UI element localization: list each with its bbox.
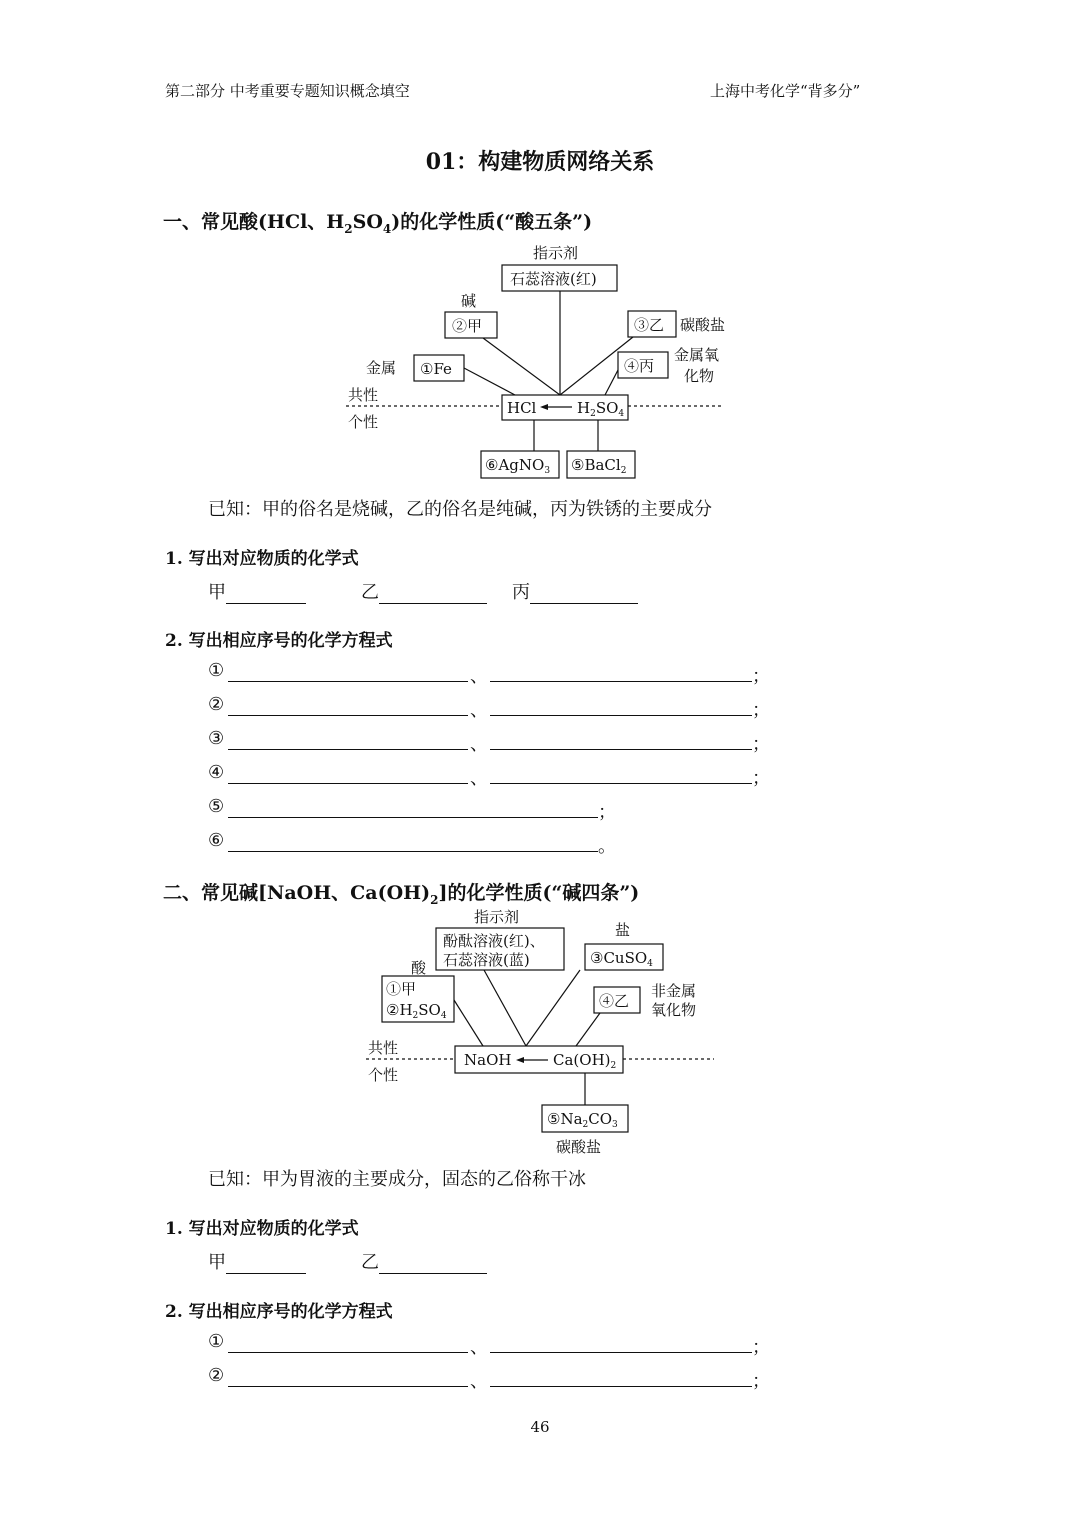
s2-eq-num-2: ②	[208, 1365, 225, 1386]
s2-eq1-blank-b[interactable]	[490, 1351, 752, 1353]
page-number: 46	[530, 1418, 550, 1436]
s2-eq1-semi: ；	[752, 1337, 770, 1358]
d2-carbonate: 碳酸盐	[556, 1138, 602, 1156]
metal-oxide-label1: 金属氧	[674, 346, 720, 364]
s1-fill-bing[interactable]: 丙	[512, 578, 638, 604]
box4-text: ④丙	[624, 357, 655, 375]
eq5-semi: ；	[598, 802, 616, 823]
individual-label: 个性	[348, 413, 379, 431]
d2-acid-label: 酸	[411, 959, 427, 977]
eq-num-3: ③	[208, 728, 225, 749]
d2-box3: ③CuSO$_4$	[590, 949, 653, 969]
d2-nonmetal1: 非金属	[651, 982, 697, 1000]
s1-fill-yi[interactable]: 乙	[361, 578, 487, 604]
h2so4-text: $H_2SO_4$	[577, 399, 625, 419]
box3-text: ③乙	[634, 316, 665, 334]
eq1-semi: ；	[752, 666, 770, 687]
section1-known: 已知：甲的俗名是烧碱，乙的俗名是纯碱，丙为铁锈的主要成分	[208, 499, 712, 520]
d2-indicator-label: 指示剂	[474, 908, 520, 926]
eq3-semi: ；	[752, 734, 770, 755]
section1-q2: 2. 写出相应序号的化学方程式	[165, 631, 393, 651]
eq-num-2: ②	[208, 694, 225, 715]
base-label: 碱	[461, 292, 477, 310]
d2-box1a: ①甲	[386, 980, 417, 998]
d2-caoh: $Ca(OH)_2$	[553, 1051, 617, 1071]
s2-fill-jia[interactable]: 甲	[208, 1248, 306, 1274]
eq-num-6: ⑥	[208, 830, 225, 851]
eq1-blank-b[interactable]	[490, 680, 752, 682]
section2-heading: 二、常见碱[NaOH、$Ca(OH)_2$]的化学性质(“碱四条”)	[163, 882, 640, 907]
box6-text: ⑥AgNO$_3$	[485, 456, 551, 476]
d2-naoh: NaOH	[464, 1051, 512, 1069]
eq2-sep: 、	[470, 700, 488, 721]
indicator-box-text: 石蕊溶液(红)	[510, 270, 597, 288]
eq4-semi: ；	[752, 768, 770, 789]
eq-num-5: ⑤	[208, 796, 225, 817]
s1-fill-jia[interactable]: 甲	[208, 578, 306, 604]
s2-fill-yi[interactable]: 乙	[361, 1248, 487, 1274]
eq4-blank-a[interactable]	[228, 782, 468, 784]
hcl-text: HCl	[507, 399, 537, 417]
metal-label: 金属	[366, 359, 397, 377]
eq-num-4: ④	[208, 762, 225, 783]
d2-box5: $⑤Na_2CO_3$	[547, 1110, 618, 1130]
common-label: 共性	[348, 386, 379, 404]
s2-eq1-sep: 、	[470, 1337, 488, 1358]
box1-text: ①Fe	[420, 360, 452, 378]
carbonate-label: 碳酸盐	[680, 316, 726, 334]
d2-indicator-box1: 酚酞溶液(红)、	[443, 932, 545, 950]
header-right: 上海中考化学“背多分”	[710, 82, 861, 100]
indicator-label: 指示剂	[533, 244, 579, 262]
s2-eq2-blank-b[interactable]	[490, 1385, 752, 1387]
eq3-sep: 、	[470, 734, 488, 755]
d2-box4: ④乙	[599, 992, 630, 1010]
eq2-blank-b[interactable]	[490, 714, 752, 716]
eq3-blank-a[interactable]	[228, 748, 468, 750]
section2-q1: 1. 写出对应物质的化学式	[165, 1219, 359, 1239]
section2-q2: 2. 写出相应序号的化学方程式	[165, 1302, 393, 1322]
eq3-blank-b[interactable]	[490, 748, 752, 750]
s2-eq2-blank-a[interactable]	[228, 1385, 468, 1387]
d2-nonmetal2: 氧化物	[651, 1001, 697, 1019]
section2-known: 已知：甲为胃液的主要成分，固态的乙俗称干冰	[208, 1169, 586, 1190]
eq2-semi: ；	[752, 700, 770, 721]
eq4-blank-b[interactable]	[490, 782, 752, 784]
section1-q1: 1. 写出对应物质的化学式	[165, 549, 359, 569]
header-left: 第二部分 中考重要专题知识概念填空	[165, 82, 410, 100]
eq1-blank-a[interactable]	[228, 680, 468, 682]
eq1-sep: 、	[470, 666, 488, 687]
eq6-blank[interactable]	[228, 850, 598, 852]
box5-text: ⑤BaCl$_2$	[571, 456, 627, 476]
box2-text: ②甲	[452, 317, 483, 335]
d2-individual: 个性	[368, 1066, 399, 1084]
d2-box1b: $②H_2SO_4$	[386, 1001, 447, 1021]
s2-eq2-sep: 、	[470, 1371, 488, 1392]
s2-eq-num-1: ①	[208, 1331, 225, 1352]
eq2-blank-a[interactable]	[228, 714, 468, 716]
s2-eq2-semi: ；	[752, 1371, 770, 1392]
section1-heading: 一、常见酸(HCl、$H_2SO_4$)的化学性质(“酸五条”)	[163, 211, 593, 236]
d2-common: 共性	[368, 1039, 399, 1057]
d2-salt-label: 盐	[615, 921, 631, 939]
eq4-sep: 、	[470, 768, 488, 789]
metal-oxide-label2: 化物	[684, 367, 715, 385]
s2-eq1-blank-a[interactable]	[228, 1351, 468, 1353]
eq5-blank[interactable]	[228, 816, 598, 818]
eq6-period: 。	[598, 836, 616, 857]
page-title: 01：构建物质网络关系	[425, 149, 655, 175]
d2-indicator-box2: 石蕊溶液(蓝)	[443, 951, 530, 969]
eq-num-1: ①	[208, 660, 225, 681]
